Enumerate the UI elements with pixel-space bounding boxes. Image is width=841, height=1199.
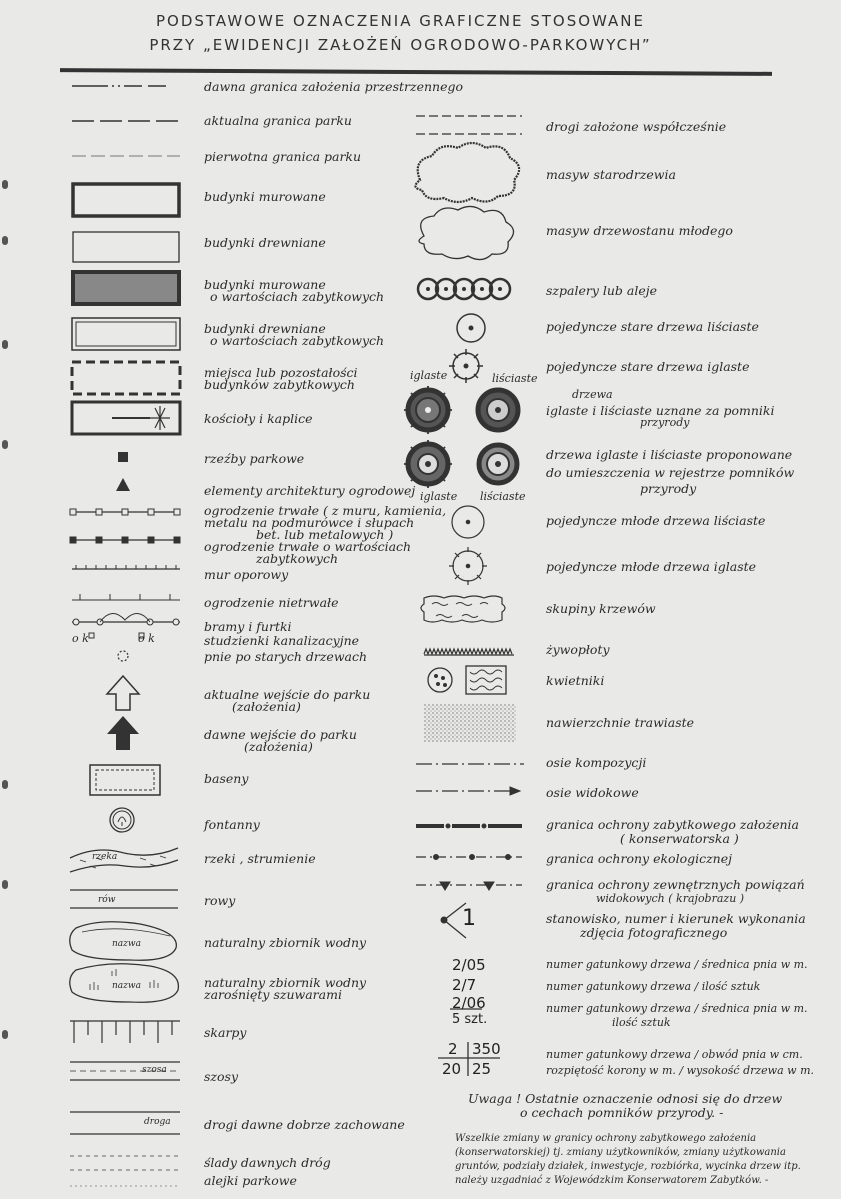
label-l6b: o wartościach zabytkowych xyxy=(210,289,385,304)
title-line-1: PODSTAWOWE OZNACZENIA GRAFICZNE STOSOWANE xyxy=(155,12,646,30)
label-r2: masyw starodrzewia xyxy=(546,167,676,182)
label-r17a: granica ochrony zabytkowego założenia xyxy=(546,817,799,832)
fraction-4-d: 25 xyxy=(472,1060,492,1078)
fraction-4-c: 20 xyxy=(442,1060,462,1078)
label-l8a: miejsca lub pozostałości xyxy=(204,365,358,380)
tree-iglaste-bot: iglaste xyxy=(420,490,458,503)
pond-label: nazwa xyxy=(112,939,141,949)
fraction-4-b: 350 xyxy=(472,1040,501,1058)
label-r23a: numer gatunkowy drzewa / średnica pnia w m. xyxy=(546,1002,808,1015)
label-l24: rowy xyxy=(204,893,236,908)
label-r7a: drzewa xyxy=(572,388,613,401)
label-l4: budynki murowane xyxy=(204,189,326,204)
label-r8b: do umieszczenia w rejestrze pomników xyxy=(546,465,795,480)
manhole-ok-2: o k xyxy=(138,632,155,645)
label-l25: naturalny zbiornik wodny xyxy=(204,935,367,950)
label-r19a: granica ochrony zewnętrznych powiązań xyxy=(546,877,805,892)
label-r8c: przyrody xyxy=(640,481,697,496)
label-l12b: metalu na podmurówce i słupach xyxy=(204,515,415,530)
label-l5: budynki drewniane xyxy=(204,235,326,250)
label-l26a: naturalny zbiornik wodny xyxy=(204,975,367,990)
label-r24a: numer gatunkowy drzewa / obwód pnia w cm. xyxy=(546,1048,803,1061)
label-r25a: Uwaga ! Ostatnie oznaczenie odnosi się do drzew xyxy=(468,1091,783,1106)
photo-number: 1 xyxy=(462,906,476,931)
label-r16: osie widokowe xyxy=(546,785,639,800)
label-r15: osie kompozycji xyxy=(546,755,647,770)
label-r10: pojedyncze młode drzewa iglaste xyxy=(546,559,757,574)
fraction-2: 2/7 xyxy=(452,976,477,994)
pond-reeds-label: nazwa xyxy=(112,981,141,991)
label-l3: pierwotna granica parku xyxy=(204,149,362,164)
label-l11: elementy architektury ogrodowej xyxy=(204,483,416,498)
label-r19b: widokowych ( krajobrazu ) xyxy=(596,892,745,905)
river-label: rzeka xyxy=(92,852,118,862)
label-r25b: o cechach pomników przyrody. - xyxy=(520,1105,724,1120)
label-r26b: (konserwatorskiej) tj. zmiany użytkowników, zmiany użytkowania xyxy=(455,1147,786,1158)
label-l16: bramy i furtki xyxy=(204,619,292,634)
label-l8b: budynków zabytkowych xyxy=(204,377,355,392)
label-r23b: ilość sztuk xyxy=(612,1016,671,1029)
label-l19a: aktualne wejście do parku xyxy=(204,687,371,702)
manhole-ok-1: o k xyxy=(72,632,89,645)
label-l19b: (założenia) xyxy=(232,699,301,714)
old-road-label: droga xyxy=(144,1117,171,1127)
tree-lisciaste-top: liściaste xyxy=(492,372,538,385)
label-r5: pojedyncze stare drzewa liściaste xyxy=(546,319,759,334)
label-l31: alejki parkowe xyxy=(204,1173,297,1188)
label-r24b: rozpiętość korony w m. / wysokość drzewa w m. xyxy=(546,1064,814,1077)
ditch-label: rów xyxy=(98,895,116,905)
label-r11: skupiny krzewów xyxy=(546,601,656,616)
label-r7b: iglaste i liściaste uznane za pomniki xyxy=(546,403,775,418)
tree-iglaste-top: iglaste xyxy=(410,369,448,382)
label-l29: drogi dawne dobrze zachowane xyxy=(204,1117,405,1132)
label-r7c: przyrody xyxy=(640,416,690,429)
label-r1: drogi założone współcześnie xyxy=(546,119,727,134)
fraction-4-a: 2 xyxy=(448,1040,458,1058)
label-l27: skarpy xyxy=(204,1025,247,1040)
label-l2: aktualna granica parku xyxy=(204,113,352,128)
label-l20a: dawne wejście do parku xyxy=(204,727,357,742)
label-r9: pojedyncze młode drzewa liściaste xyxy=(546,513,766,528)
label-l10: rzeźby parkowe xyxy=(204,451,305,466)
label-r26d: należy uzgadniać z Wojewódzkim Konserwatorem Zabytków. - xyxy=(455,1175,769,1186)
label-l21: baseny xyxy=(204,771,249,786)
label-l18: pnie po starych drzewach xyxy=(204,649,368,664)
label-r3: masyw drzewostanu młodego xyxy=(546,223,733,238)
label-l17: studzienki kanalizacyjne xyxy=(204,633,360,648)
label-l15: ogrodzenie nietrwałe xyxy=(204,595,339,610)
label-r13: kwietniki xyxy=(546,673,605,688)
label-r12: żywopłoty xyxy=(546,642,610,657)
label-l6a: budynki murowane xyxy=(204,277,326,292)
label-l13a: ogrodzenie trwałe o wartościach xyxy=(204,539,412,554)
label-l26b: zarośnięty szuwarami xyxy=(204,987,342,1002)
label-r6: pojedyncze stare drzewa iglaste xyxy=(546,359,750,374)
label-l28: szosy xyxy=(204,1069,239,1084)
label-r20a: stanowisko, numer i kierunek wykonania xyxy=(546,911,806,926)
label-r17b: ( konserwatorska ) xyxy=(620,831,739,846)
label-l20b: (założenia) xyxy=(244,739,313,754)
label-r8a: drzewa iglaste i liściaste proponowane xyxy=(546,447,793,462)
label-l1: dawna granica założenia przestrzennego xyxy=(204,79,463,94)
label-l22: fontanny xyxy=(204,817,260,832)
fraction-1: 2/05 xyxy=(452,956,486,974)
fraction-3-bottom: 5 szt. xyxy=(452,1012,488,1027)
label-l23: rzeki , strumienie xyxy=(204,851,316,866)
label-l7b: o wartościach zabytkowych xyxy=(210,333,385,348)
label-r14: nawierzchnie trawiaste xyxy=(546,715,695,730)
label-r26c: gruntów, podziały działek, inwestycje, rozbiórka, wycinka drzew itp. xyxy=(455,1161,801,1172)
label-r22: numer gatunkowy drzewa / ilość sztuk xyxy=(546,980,761,993)
label-r20b: zdjęcia fotograficznego xyxy=(580,925,728,940)
label-l30: ślady dawnych dróg xyxy=(204,1155,331,1170)
label-l13b: zabytkowych xyxy=(256,551,339,566)
fraction-3-top: 2/06 xyxy=(452,994,486,1012)
label-l14: mur oporowy xyxy=(204,567,289,582)
label-r21: numer gatunkowy drzewa / średnica pnia w m. xyxy=(546,958,808,971)
label-l12c: bet. lub metalowych ) xyxy=(256,527,394,542)
label-l9: kościoły i kaplice xyxy=(204,411,313,426)
tree-lisciaste-bot: liściaste xyxy=(480,490,526,503)
title-line-2: PRZY „EWIDENCJI ZAŁOŻEŃ OGRODOWO-PARKOWYCH” xyxy=(149,36,652,54)
label-l12a: ogrodzenie trwałe ( z muru, kamienia, xyxy=(204,503,447,518)
road-label: szosa xyxy=(142,1065,167,1075)
label-r4: szpalery lub aleje xyxy=(546,283,658,298)
label-r26a: Wszelkie zmiany w granicy ochrony zabytkowego założenia xyxy=(455,1133,757,1144)
label-l7a: budynki drewniane xyxy=(204,321,326,336)
label-r18: granica ochrony ekologicznej xyxy=(546,851,732,866)
